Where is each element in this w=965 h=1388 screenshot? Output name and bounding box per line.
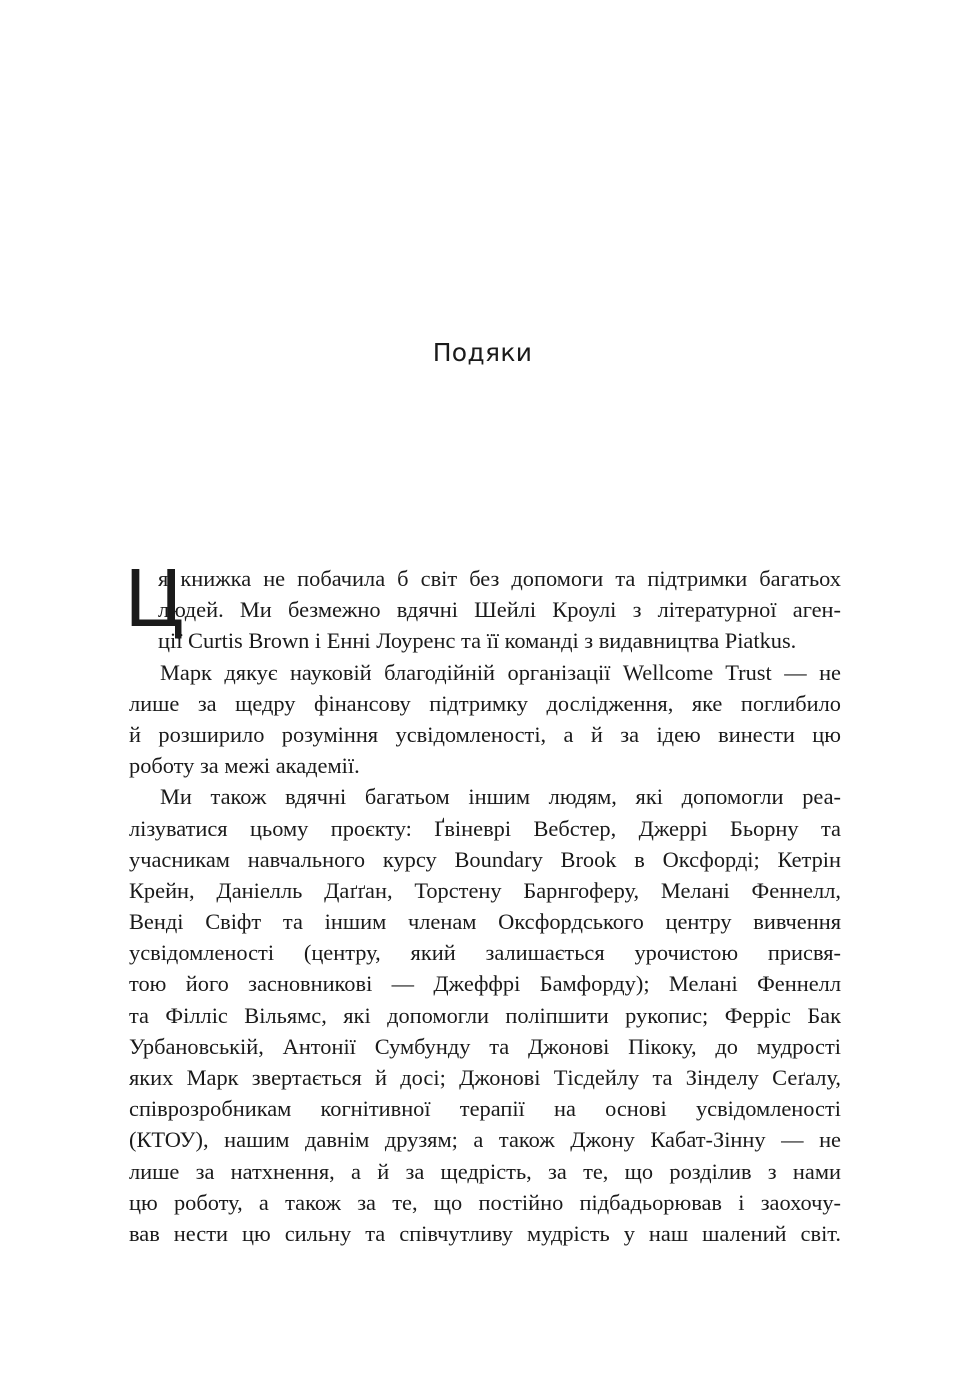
page-title: Подяки [432, 338, 533, 367]
text-line: Крейн, Даніелль Даґґан, Торстену Барнгоферу, Мелані Феннелл, [129, 877, 841, 903]
text-line: лізуватися цьому проєкту: Ґвіневрі Вебстер, Джеррі Бьорну та [129, 815, 841, 841]
text-line: цю роботу, а також за те, що постійно підбадьорював і заохочу- [129, 1189, 841, 1215]
text-line: учасникам навчального курсу Boundary Brook в Оксфорді; Кетрін [129, 846, 841, 872]
text-line: вав нести цю сильну та співчутливу мудрість у наш шалений світ. [129, 1220, 841, 1246]
text-line: лише за щедру фінансову підтримку дослідження, яке поглибило [129, 690, 841, 716]
text-line: ції Curtis Brown і Енні Лоуренс та її команді з видавництва Piatkus. [158, 628, 797, 654]
text-line: тою його засновникові — Джеффрі Бамфорду); Мелані Феннелл [129, 971, 841, 997]
text-line: людей. Ми безмежно вдячні Шейлі Кроулі з літературної аген- [158, 597, 841, 623]
text-line: усвідомленості (центру, який залишається урочистою присвя- [129, 940, 841, 966]
drop-cap: Ц [124, 555, 185, 645]
text-line: Ми також вдячні багатьом іншим людям, які допомогли реа- [160, 784, 841, 810]
text-line: Венді Свіфт та іншим членам Оксфордського центру вивчення [129, 909, 841, 935]
text-line: Марк дякує науковій благодійній організації Wellcome Trust — не [160, 659, 841, 685]
text-line: я книжка не побачила б світ без допомоги та підтримки багатьох [158, 566, 841, 591]
text-line: (КТОУ), нашим давнім друзям; а також Джону Кабат-Зінну — не [129, 1127, 841, 1153]
text-line: й розширило розуміння усвідомленості, а й за ідею винести цю [129, 721, 841, 747]
text-line: роботу за межі академії. [129, 753, 360, 779]
acknowledgements-text [124, 555, 841, 1249]
text-line: Урбановській, Антонії Сумбунду та Джонові Пікоку, до мудрості [129, 1033, 841, 1059]
text-line: та Філліс Вільямс, які допомогли поліпшити рукопис; Ферріс Бак [129, 1002, 841, 1028]
text-line: яких Марк звертається й досі; Джонові Тісдейлу та Зінделу Сеґалу, [129, 1065, 841, 1090]
text-line: лише за натхнення, а й за щедрість, за те, що розділив з нами [129, 1158, 841, 1184]
text-line: співрозробникам когнітивної терапії на основі усвідомленості [129, 1096, 841, 1122]
